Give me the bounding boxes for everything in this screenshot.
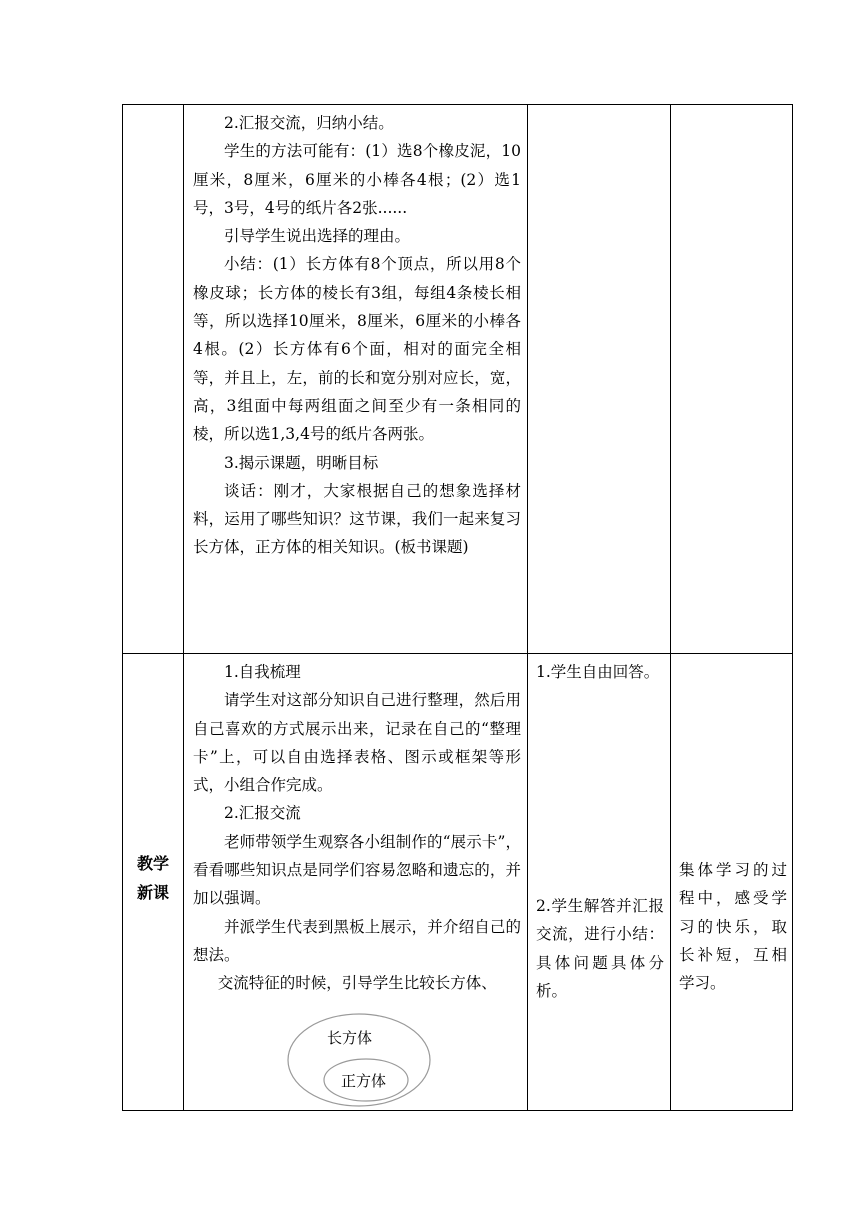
paragraph-organize-instructions: 请学生对这部分知识自己进行整理，然后用自己喜欢的方式展示出来，记录在自己的“整理卡”上，可以自由选择表格、图示或框架等形式，小组合作完成。 xyxy=(193,691,521,795)
table-top-border xyxy=(122,104,793,105)
row1-process-cell xyxy=(193,109,521,562)
paragraph-guide-reason: 引导学生说出选择的理由。 xyxy=(224,227,411,246)
paragraph-compare-features: 交流特征的时候，引导学生比较长方体、 xyxy=(217,974,497,993)
student-solve-and-report: 2.学生解答并汇报交流，进行小结：具体问题具体分析。 xyxy=(536,897,664,1000)
cuboid-cube-diagram xyxy=(286,1012,432,1108)
row-label-line-2: 新课 xyxy=(136,883,169,902)
heading-reveal-topic: 3.揭示课题，明晰目标 xyxy=(224,453,379,472)
column-divider-1 xyxy=(183,104,184,1111)
table-bottom-border xyxy=(122,1110,793,1111)
cube-label: 正方体 xyxy=(341,1072,387,1090)
cuboid-label: 长方体 xyxy=(327,1029,373,1047)
heading-report-exchange: 2.汇报交流 xyxy=(224,804,301,823)
row2-student-activity-b xyxy=(536,892,664,1005)
row-divider xyxy=(122,653,793,654)
column-divider-2 xyxy=(527,104,528,1111)
design-intent-text: 集体学习的过程中，感受学习的快乐，取长补短，互相学习。 xyxy=(679,861,787,993)
student-answer-freely: 1.学生自由回答。 xyxy=(536,663,660,681)
lesson-plan-table xyxy=(122,104,793,1111)
paragraph-student-methods: 学生的方法可能有：(1）选8个橡皮泥，10厘米，8厘米，6厘米的小棒各4根；(2）选1号，3号，4号的纸片各2张...... xyxy=(193,142,521,217)
row2-design-intent xyxy=(679,856,787,997)
heading-report-summary: 2.汇报交流，归纳小结。 xyxy=(224,114,394,132)
row2-process-cell xyxy=(193,658,521,998)
paragraph-teacher-lead: 老师带领学生观察各小组制作的“展示卡”，看看哪些知识点是同学们容易忽略和遗忘的，并加以强调。 xyxy=(193,832,521,908)
row-label-new-lesson xyxy=(124,849,182,907)
row-label-line-1: 教学 xyxy=(136,854,169,873)
column-divider-3 xyxy=(670,104,671,1111)
cuboid-set-ellipse xyxy=(288,1014,430,1106)
paragraph-summary: 小结：(1）长方体有8个顶点，所以用8个橡皮球；长方体的棱长有3组，每组4条棱长相等，所以选择10厘米，8厘米，6厘米的小棒各4根。(2）长方体有6个面，相对的面完全相等，并且上，左，前的长和宽分别对应长，宽，高，3组面中每两组面之间至少有一条相同的棱，所以选1,3,4号的纸片各两张。 xyxy=(193,255,521,444)
table-right-border xyxy=(792,104,793,1111)
paragraph-student-present: 并派学生代表到黑板上展示，并介绍自己的想法。 xyxy=(193,917,521,964)
heading-self-organize: 1.自我梳理 xyxy=(224,663,301,681)
paragraph-talk: 谈话：刚才，大家根据自己的想象选择材料，运用了哪些知识？这节课，我们一起来复习长方体，正方体的相关知识。(板书课题) xyxy=(193,481,521,557)
table-left-border xyxy=(122,104,123,1111)
row2-student-activity-a xyxy=(536,658,664,686)
